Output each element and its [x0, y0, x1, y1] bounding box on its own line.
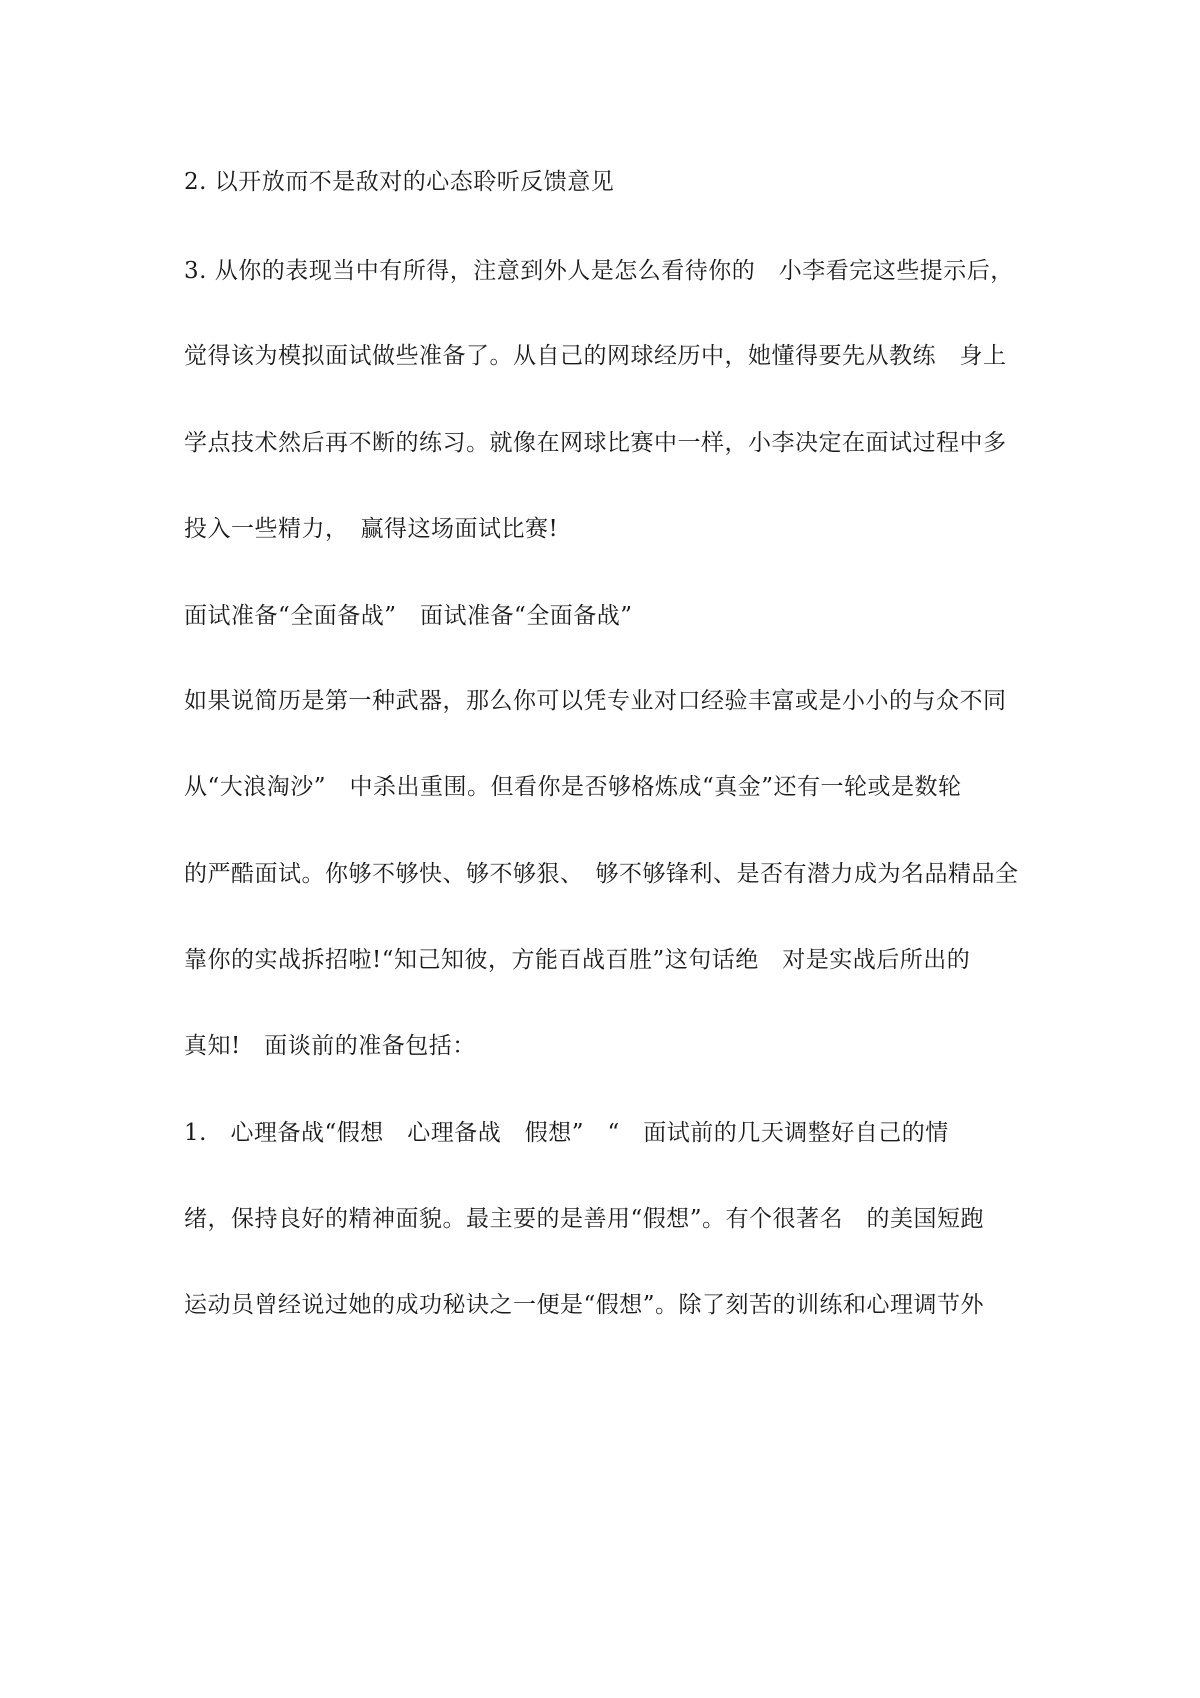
text-line: 投入一些精力， 赢得这场面试比赛!	[184, 516, 559, 542]
text-line: 如果说简历是第一种武器，那么你可以凭专业对口经验丰富或是小小的与众不同	[184, 688, 1007, 714]
text-line: 觉得该为模拟面试做些准备了。从自己的网球经历中，她懂得要先从教练 身上	[184, 343, 1007, 369]
text-line: 从“大浪淘沙” 中杀出重围。但看你是否够格炼成“真金”还有一轮或是数轮	[184, 774, 962, 800]
text-line: 学点技术然后再不断的练习。就像在网球比赛中一样，小李决定在面试过程中多	[184, 430, 1007, 456]
text-line: 绪，保持良好的精神面貌。最主要的是善用“假想”。有个很著名 的美国短跑	[184, 1206, 985, 1232]
text-line: 真知! 面谈前的准备包括：	[184, 1033, 476, 1059]
text-line: 2. 以开放而不是敌对的心态聆听反馈意见	[184, 169, 615, 195]
section-heading: 面试准备“全面备战” 面试准备“全面备战”	[184, 603, 633, 629]
text-line: 3. 从你的表现当中有所得，注意到外人是怎么看待你的 小李看完这些提示后，	[184, 258, 1014, 284]
text-line: 1. 心理备战“假想 心理备战 假想” “ 面试前的几天调整好自己的情	[184, 1120, 949, 1146]
text-line: 靠你的实战拆招啦!“知己知彼，方能百战百胜”这句话绝 对是实战后所出的	[184, 947, 971, 973]
text-line: 运动员曾经说过她的成功秘诀之一便是“假想”。除了刻苦的训练和心理调节外	[184, 1292, 985, 1318]
text-line: 的严酷面试。你够不够快、够不够狠、 够不够锋利、是否有潜力成为名品精品全	[184, 861, 1019, 887]
